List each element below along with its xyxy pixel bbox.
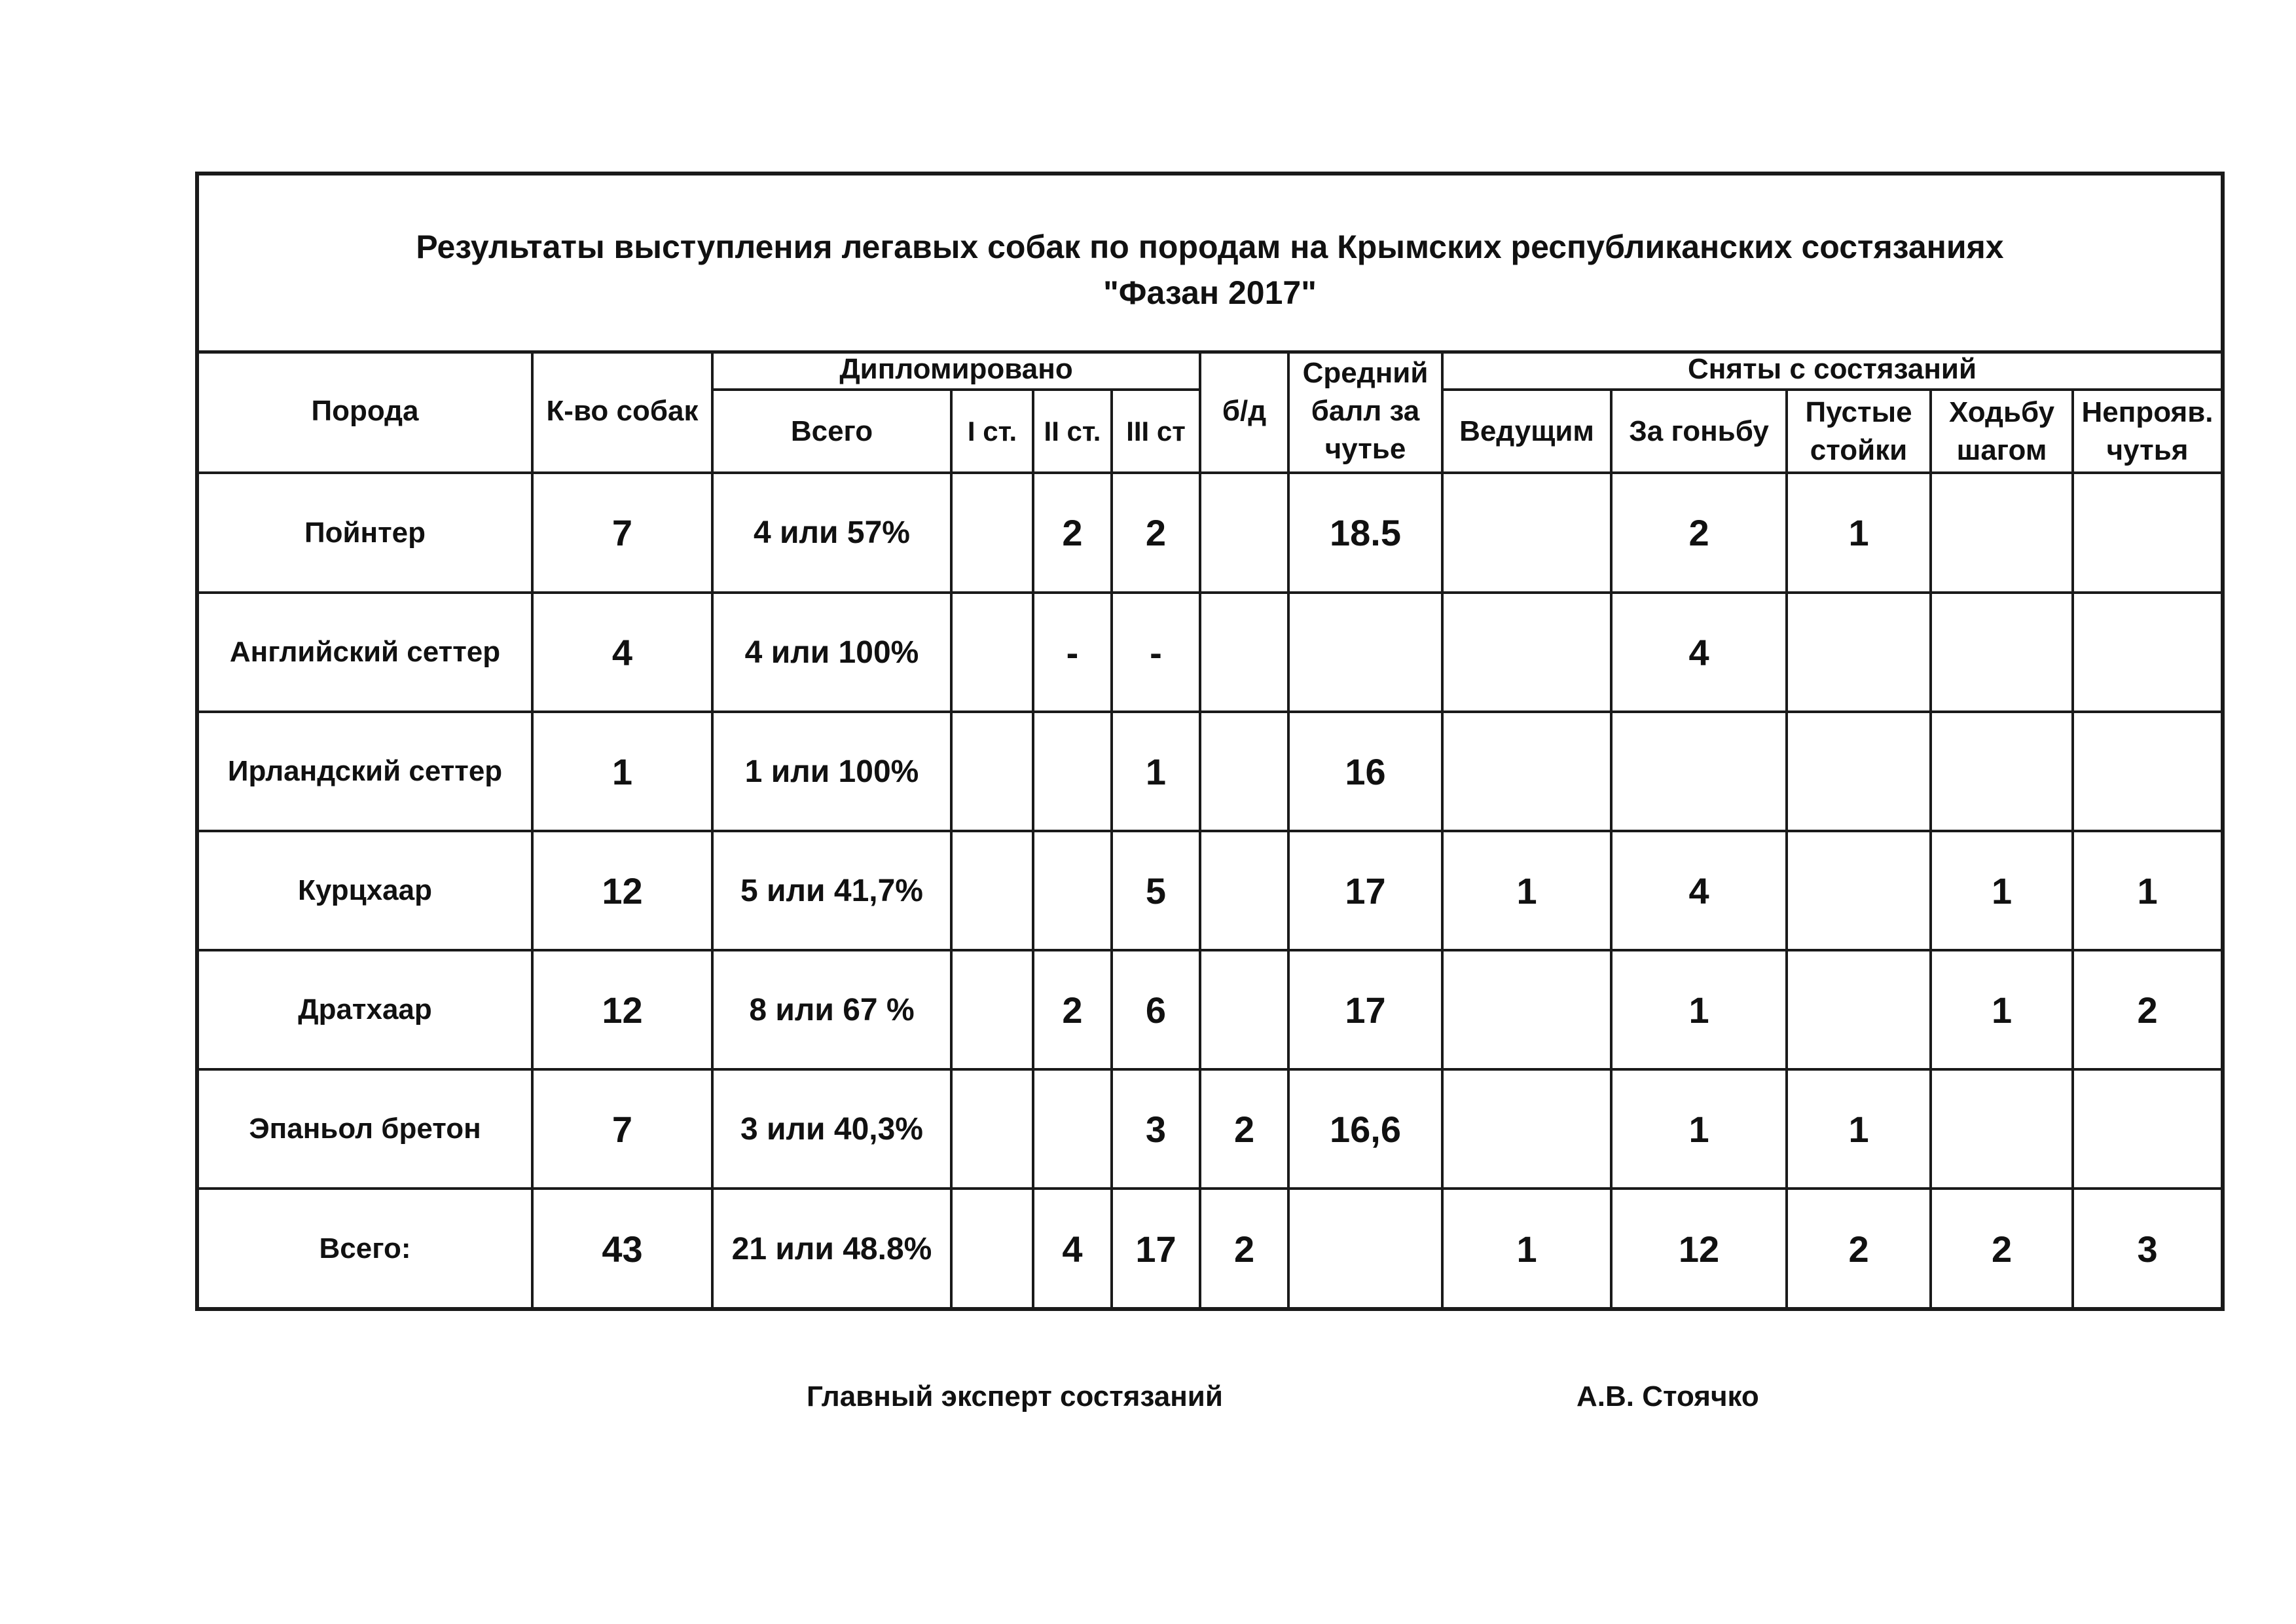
cell-empty-points — [1787, 712, 1931, 831]
cell-degree-3: - — [1112, 593, 1200, 712]
header-degree-1: I ст. — [951, 390, 1033, 473]
cell-degree-2 — [1033, 831, 1112, 950]
header-breed: Порода — [199, 350, 532, 473]
cell-degree-1 — [951, 593, 1033, 712]
cell-avg-score: 18.5 — [1288, 473, 1442, 593]
header-walking: Ходьбу шагом — [1931, 390, 2073, 473]
header-total: Всего — [712, 390, 951, 473]
signature-name: А.В. Стоячко — [1576, 1380, 1759, 1412]
cell-degree-2: 4 — [1033, 1189, 1112, 1308]
cell-total: 21 или 48.8% — [712, 1189, 951, 1308]
cell-avg-score — [1288, 1189, 1442, 1308]
header-by-handler: Ведущим — [1442, 390, 1611, 473]
cell-degree-2: 2 — [1033, 950, 1112, 1069]
cell-degree-3: 2 — [1112, 473, 1200, 593]
cell-for-chase: 4 — [1611, 831, 1787, 950]
header-no-scent: Непрояв. чутья — [2073, 390, 2221, 473]
cell-walking: 2 — [1931, 1189, 2073, 1308]
cell-for-chase: 2 — [1611, 473, 1787, 593]
cell-avg-score: 17 — [1288, 831, 1442, 950]
cell-bd — [1200, 712, 1288, 831]
cell-bd — [1200, 950, 1288, 1069]
cell-empty-points — [1787, 593, 1931, 712]
cell-avg-score: 17 — [1288, 950, 1442, 1069]
table-row — [199, 831, 2221, 950]
header-count: К-во собак — [532, 350, 712, 473]
cell-bd — [1200, 473, 1288, 593]
cell-for-chase: 4 — [1611, 593, 1787, 712]
cell-breed: Пойнтер — [199, 473, 532, 593]
results-frame — [195, 172, 2225, 1311]
cell-degree-2 — [1033, 1069, 1112, 1189]
cell-walking — [1931, 1069, 2073, 1189]
cell-no-scent — [2073, 712, 2221, 831]
table-row — [199, 1069, 2221, 1189]
cell-no-scent: 2 — [2073, 950, 2221, 1069]
cell-by-handler — [1442, 473, 1611, 593]
cell-no-scent: 3 — [2073, 1189, 2221, 1308]
cell-count: 7 — [532, 473, 712, 593]
table-row — [199, 712, 2221, 831]
header-diplomas: Дипломировано — [712, 350, 1200, 390]
cell-walking: 1 — [1931, 950, 2073, 1069]
cell-by-handler — [1442, 1069, 1611, 1189]
cell-bd — [1200, 831, 1288, 950]
cell-degree-2: - — [1033, 593, 1112, 712]
table-row-total — [199, 1189, 2221, 1308]
cell-total: 4 или 57% — [712, 473, 951, 593]
cell-walking — [1931, 712, 2073, 831]
cell-degree-3: 6 — [1112, 950, 1200, 1069]
cell-degree-1 — [951, 1189, 1033, 1308]
cell-degree-1 — [951, 712, 1033, 831]
cell-no-scent: 1 — [2073, 831, 2221, 950]
cell-count: 12 — [532, 831, 712, 950]
cell-empty-points: 1 — [1787, 473, 1931, 593]
cell-degree-1 — [951, 950, 1033, 1069]
cell-degree-1 — [951, 473, 1033, 593]
cell-total: 5 или 41,7% — [712, 831, 951, 950]
table-row — [199, 593, 2221, 712]
cell-breed: Ирландский сеттер — [199, 712, 532, 831]
cell-walking: 1 — [1931, 831, 2073, 950]
cell-for-chase — [1611, 712, 1787, 831]
cell-degree-3: 17 — [1112, 1189, 1200, 1308]
cell-breed: Английский сеттер — [199, 593, 532, 712]
signature-role: Главный эксперт состязаний — [807, 1380, 1223, 1412]
cell-by-handler — [1442, 593, 1611, 712]
cell-total: 1 или 100% — [712, 712, 951, 831]
cell-breed: Курцхаар — [199, 831, 532, 950]
table-row — [199, 473, 2221, 593]
cell-for-chase: 1 — [1611, 1069, 1787, 1189]
cell-by-handler — [1442, 712, 1611, 831]
cell-count: 43 — [532, 1189, 712, 1308]
cell-degree-3: 3 — [1112, 1069, 1200, 1189]
header-degree-2: II ст. — [1033, 390, 1112, 473]
results-table — [199, 350, 2221, 1308]
header-bd: б/д — [1200, 350, 1288, 473]
cell-for-chase: 12 — [1611, 1189, 1787, 1308]
cell-no-scent — [2073, 593, 2221, 712]
cell-bd: 2 — [1200, 1069, 1288, 1189]
cell-count: 12 — [532, 950, 712, 1069]
cell-avg-score — [1288, 593, 1442, 712]
document-title — [199, 175, 2221, 354]
cell-bd — [1200, 593, 1288, 712]
cell-count: 1 — [532, 712, 712, 831]
cell-degree-3: 5 — [1112, 831, 1200, 950]
title-line-1: Результаты выступления легавых собак по породам на Крымских республиканских состязаниях — [416, 228, 2004, 265]
header-removed: Сняты с состязаний — [1442, 350, 2221, 390]
cell-degree-1 — [951, 831, 1033, 950]
cell-for-chase: 1 — [1611, 950, 1787, 1069]
cell-breed: Дратхаар — [199, 950, 532, 1069]
cell-by-handler — [1442, 950, 1611, 1069]
cell-count: 4 — [532, 593, 712, 712]
table-row — [199, 950, 2221, 1069]
cell-bd: 2 — [1200, 1189, 1288, 1308]
cell-empty-points: 2 — [1787, 1189, 1931, 1308]
cell-empty-points — [1787, 831, 1931, 950]
cell-no-scent — [2073, 1069, 2221, 1189]
header-for-chase: За гоньбу — [1611, 390, 1787, 473]
cell-breed: Всего: — [199, 1189, 532, 1308]
cell-count: 7 — [532, 1069, 712, 1189]
cell-no-scent — [2073, 473, 2221, 593]
cell-degree-2 — [1033, 712, 1112, 831]
title-line-2: "Фазан 2017" — [1103, 274, 1317, 311]
header-avg-score: Средний балл за чутье — [1288, 350, 1442, 473]
cell-degree-3: 1 — [1112, 712, 1200, 831]
cell-total: 8 или 67 % — [712, 950, 951, 1069]
cell-total: 4 или 100% — [712, 593, 951, 712]
cell-walking — [1931, 593, 2073, 712]
cell-breed: Эпаньол бретон — [199, 1069, 532, 1189]
cell-walking — [1931, 473, 2073, 593]
cell-degree-2: 2 — [1033, 473, 1112, 593]
header-degree-3: III ст — [1112, 390, 1200, 473]
cell-empty-points — [1787, 950, 1931, 1069]
cell-empty-points: 1 — [1787, 1069, 1931, 1189]
cell-degree-1 — [951, 1069, 1033, 1189]
cell-by-handler: 1 — [1442, 1189, 1611, 1308]
header-empty-points: Пустые стойки — [1787, 390, 1931, 473]
cell-by-handler: 1 — [1442, 831, 1611, 950]
cell-avg-score: 16 — [1288, 712, 1442, 831]
cell-avg-score: 16,6 — [1288, 1069, 1442, 1189]
cell-total: 3 или 40,3% — [712, 1069, 951, 1189]
